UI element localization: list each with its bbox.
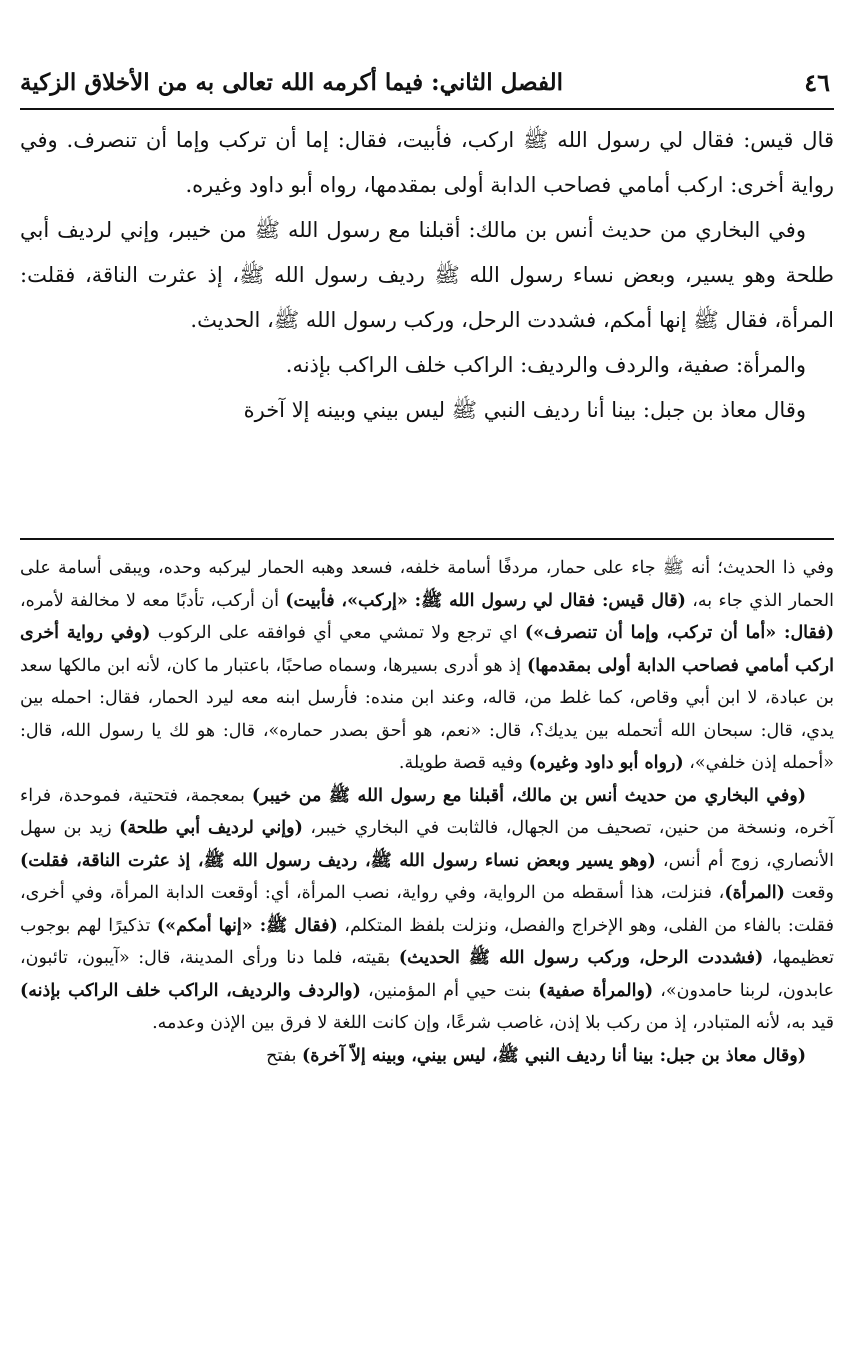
- commentary-quote: (وهو يسير وبعض نساء رسول الله ﷺ، رديف رسول الله ﷺ، إذ عثرت الناقة، فقلت): [20, 850, 656, 871]
- running-header: [20, 60, 830, 104]
- commentary-text-run: زيد بن سهل الأنصاري، زوج أم أنس،: [20, 818, 834, 871]
- commentary-quote: (فقال ﷺ: «إنها أمكم»): [156, 915, 338, 936]
- commentary-quote: (رواه أبو داود وغيره): [528, 753, 684, 773]
- commentary-text-run: بمعجمة، فتحتية، فموحدة، فراء آخره، ونسخة من حنين، تصحيف من الجهال، فالثابت في البخاري خيبر،: [20, 785, 834, 838]
- commentary-text: [20, 552, 834, 1072]
- matn-paragraph-4: وقال معاذ بن جبل: بينا أنا رديف النبي ﷺ ليس بيني وبينه إلا آخرة: [243, 398, 806, 422]
- commentary-quote: (وإني لرديف أبي طلحة): [119, 818, 303, 838]
- commentary-quote: (وقال معاذ بن جبل: بينا أنا رديف النبي ﷺ، ليس بيني، وبينه إلاّ آخرة): [302, 1045, 806, 1066]
- commentary-paragraph-3: [20, 1040, 834, 1073]
- commentary-text-run: تذكيرًا لهم بوجوب تعظيمها،: [20, 915, 834, 968]
- commentary-quote: (والردف والرديف، الراكب خلف الراكب بإذنه): [20, 980, 361, 1001]
- commentary-paragraph-1: [20, 552, 834, 780]
- commentary-text-run: بنت حيي أم المؤمنين،: [360, 980, 539, 1001]
- commentary-text-run: وفيه قصة طويلة.: [398, 753, 529, 773]
- commentary-text-run: أن أركب، تأدبًا معه لا مخالفة لأمره،: [20, 590, 286, 611]
- commentary-quote: (والمرأة صفية): [538, 980, 654, 1001]
- commentary-paragraph-2: [20, 780, 834, 1040]
- commentary-quote: (وفي البخاري من حديث أنس بن مالك، أقبلنا مع رسول الله ﷺ من خيبر): [251, 785, 806, 806]
- matn-paragraph-3: والمرأة: صفية، والردف والرديف: الراكب خلف الراكب بإذنه.: [285, 353, 806, 377]
- commentary-quote: (قال قيس: فقال لي رسول الله ﷺ: «إركب»، فأبيت): [285, 590, 686, 611]
- chapter-title: الفصل الثاني: فيما أكرمه الله تعالى به من الأخلاق الزكية: [20, 68, 563, 96]
- footnote-separator: [20, 538, 834, 540]
- commentary-text-run: قيد به، لأنه المتبادر، إذ من ركب بلا إذن، غاصب شرعًا، وإن كانت اللغة لا فرق بين الإذن وعدمه.: [152, 1013, 834, 1033]
- commentary-text-run: وقعت: [784, 883, 834, 903]
- commentary-quote: (فقال: «أما أن تركب، وإما أن تنصرف»): [524, 623, 835, 643]
- matn-paragraph-1: قال قيس: فقال لي رسول الله ﷺ اركب، فأبيت، فقال: إما أن تركب وإما أن تنصرف. وفي رواية أخرى: اركب أمامي فصاحب الدابة أولى بمقدمها، رواه أبو داود وغيره.: [20, 128, 834, 197]
- commentary-quote: (وفي رواية أخرى اركب أمامي فصاحب الدابة أولى بمقدمها): [20, 623, 834, 676]
- commentary-text-run: وفي ذا الحديث؛ أنه ﷺ جاء على حمار، مردفًا أسامة خلفه، فسعد وهبه الحمار ليركبه وحده، ويبقى أسامة على الحمار الذي جاء به،: [20, 558, 834, 611]
- commentary-text-run: ، فنزلت، هذا أسقطه من الرواية، وفي رواية، نصب المرأة، أي: أوقعت الدابة المرأة، وفي أخرى، فقلت: بالفاء من الفلى، وهو الإخراج والفصل، ونزلت بلفظ المتكلم،: [20, 883, 835, 936]
- page-number: ٤٦: [804, 67, 830, 97]
- commentary-text-run: بقيته، فلما دنا ورأى المدينة، قال: «آيبون، تائبون، عابدون، لربنا حامدون»،: [20, 948, 835, 1001]
- commentary-text-run: بفتح: [266, 1045, 303, 1066]
- commentary-text-run: إذ هو أدرى بسيرها، وسماه صاحبًا، باعتبار ما كان، لأنه ابن مالكها سعد بن عبادة، لا ابن أبي وقاص، كما غلط من، قاله، وعند ابن منده: فأرسل ابنه معه ليرد الحمار، فقال: احمله بين يدي، قال: سبحان الله أتحمله بين يديك؟، قال: «نعم، هو أحق بصدر حماره»، قال: هو لك يا رسول الله، قال: «أحمله إذن خلفي»،: [20, 655, 834, 773]
- commentary-quote: (فشددت الرحل، وركب رسول الله ﷺ الحديث): [398, 948, 764, 968]
- header-rule: [20, 108, 834, 110]
- commentary-text-run: اي ترجع ولا تمشي معي أي فوافقه على الركوب: [150, 623, 525, 643]
- matn-paragraph-2: وفي البخاري من حديث أنس بن مالك: أقبلنا مع رسول الله ﷺ من خيبر، وإني لرديف أبي طلحة وهو يسير، وبعض نساء رسول الله ﷺ رديف رسول الله ﷺ، إذ عثرت الناقة، فقلت: المرأة، فقال ﷺ إنها أمكم، فشددت الرحل، وركب رسول الله ﷺ، الحديث.: [20, 218, 834, 332]
- commentary-quote: (المرأة): [724, 883, 785, 903]
- main-text: [20, 118, 834, 433]
